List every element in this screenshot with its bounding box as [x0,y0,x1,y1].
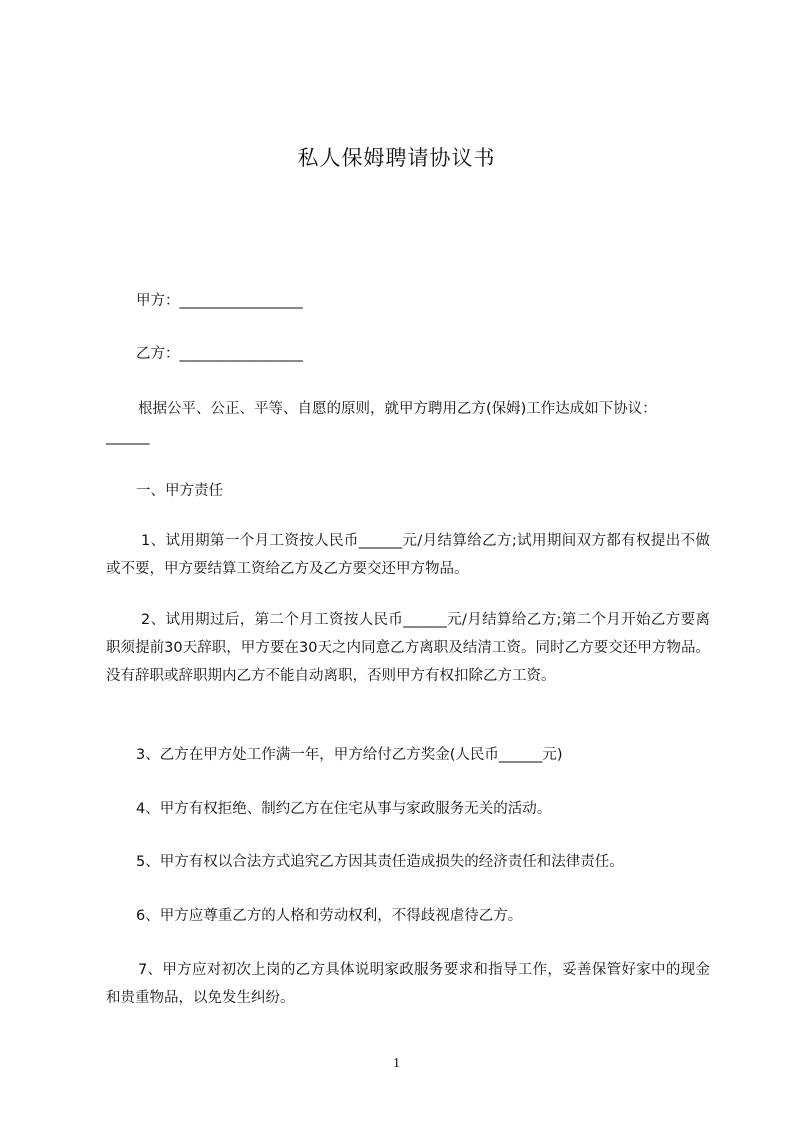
section-heading-party-a-duties: 一、甲方责任 [136,483,223,499]
party-a-line: 甲方：_________________ [136,293,303,309]
clause-7: 7、甲方应对初次上岗的乙方具体说明家政服务要求和指导工作，妥善保管好家中的现金和贵重物品，以免发生纠纷。 [106,962,710,1006]
document-title: 私人保姆聘请协议书 [297,146,496,170]
clause-6: 6、甲方应尊重乙方的人格和劳动权利，不得歧视虐待乙方。 [136,908,523,924]
page-number: 1 [393,1056,400,1071]
clause-3: 3、乙方在甲方处工作满一年，甲方给付乙方奖金(人民币______元) [136,747,563,763]
clause-4: 4、甲方有权拒绝、制约乙方在住宅从事与家政服务无关的活动。 [136,801,552,817]
clause-5: 5、甲方有权以合法方式追究乙方因其责任造成损失的经济责任和法律责任。 [136,854,624,870]
clause-2: 2、试用期过后，第二个月工资按人民币______元/月结算给乙方;第二个月开始乙方要离职须提前30天辞职，甲方要在30天之内同意乙方离职及结清工资。同时乙方要交还甲方物品。没有辞职或辞职期内乙方不能自动离职，否则甲方有权扣除乙方工资。 [106,612,710,684]
clause-1: 1、试用期第一个月工资按人民币______元/月结算给乙方;试用期间双方都有权提出不做或不要，甲方要结算工资给乙方及乙方要交还甲方物品。 [106,533,710,577]
intro-paragraph-continuation: ______ [106,429,150,445]
intro-paragraph: 根据公平、公正、平等、自愿的原则，就甲方聘用乙方(保姆)工作达成如下协议： [138,401,657,417]
party-b-line: 乙方：_________________ [136,346,303,362]
